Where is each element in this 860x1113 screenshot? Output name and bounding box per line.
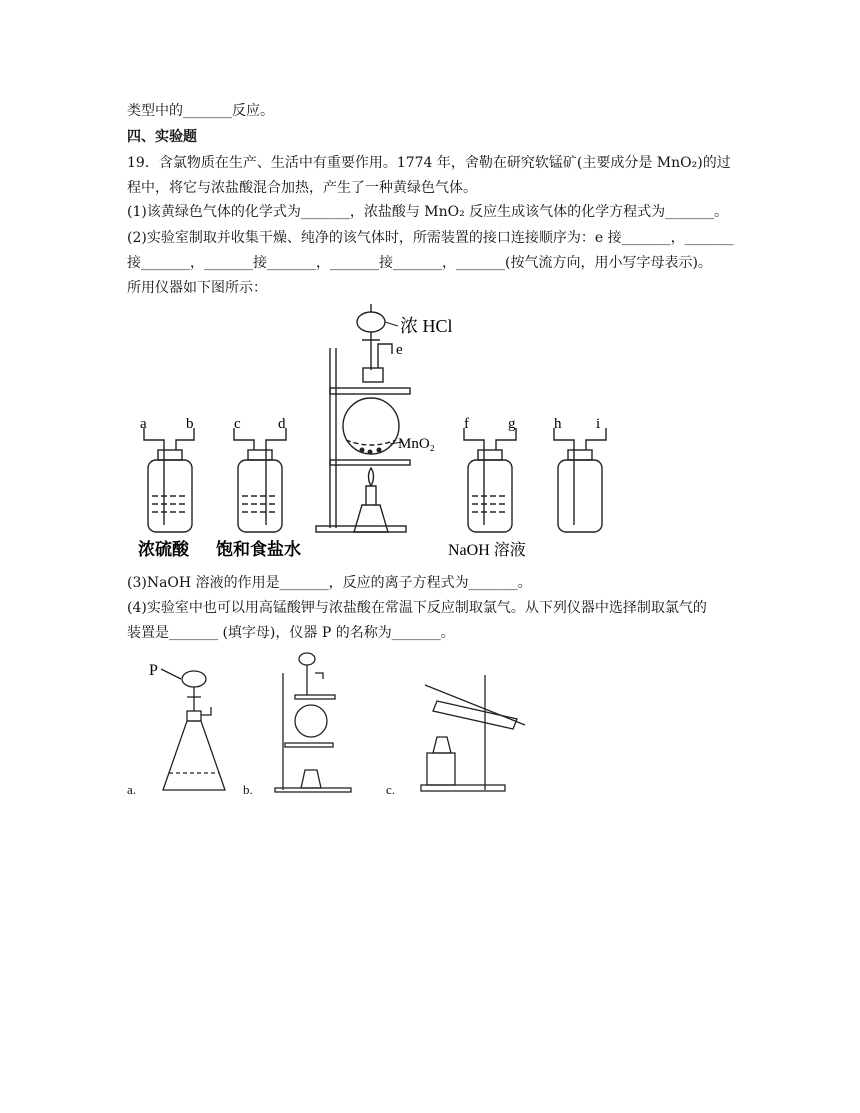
question-19-part-3: (3)NaOH 溶液的作用是_______，反应的离子方程式为_______。	[127, 575, 532, 591]
question-19-part-2-cont: 接_______，_______接_______，_______接_______，_______(按气流方向，用小写字母表示)。	[127, 255, 712, 271]
apparatus-figure	[130, 300, 610, 562]
question-19-intro: 19．含氯物质在生产、生活中有重要作用。1774 年，舍勒在研究软锰矿(主要成分是 MnO₂)的过	[127, 155, 731, 171]
port-a-label: a	[140, 416, 147, 432]
generator-apparatus	[316, 304, 410, 532]
hcl-label: 浓 HCl	[400, 316, 453, 336]
option-b-apparatus	[275, 653, 351, 792]
port-b-label: b	[186, 416, 194, 432]
bottle-empty-collector	[554, 428, 606, 532]
section-heading: 四、实验题	[127, 129, 197, 145]
caption-naoh: NaOH 溶液	[448, 542, 526, 559]
option-a-label: a.	[127, 782, 137, 797]
port-e-label: e	[396, 342, 403, 358]
option-a-apparatus	[161, 669, 225, 790]
port-h-label: h	[554, 416, 562, 432]
port-c-label: c	[234, 416, 241, 432]
option-c-label: c.	[386, 782, 396, 797]
port-g-label: g	[508, 416, 516, 432]
port-f-label: f	[464, 416, 469, 432]
option-b-label: b.	[243, 782, 253, 797]
question-19-part-4: (4)实验室中也可以用高锰酸钾与浓盐酸在常温下反应制取氯气。从下列仪器中选择制取氯气的	[127, 600, 707, 616]
figure-intro: 所用仪器如下图所示：	[127, 280, 267, 296]
question-19-part-4-cont: 装置是_______ (填字母)，仪器 P 的名称为_______。	[127, 625, 455, 641]
bottle-conc-sulfuric	[144, 428, 194, 532]
text-line-1: 类型中的_______反应。	[127, 103, 274, 119]
question-19-intro-cont: 程中，将它与浓盐酸混合加热，产生了一种黄绿色气体。	[127, 180, 477, 196]
question-19-part-2: (2)实验室制取并收集干燥、纯净的该气体时，所需装置的接口连接顺序为：e 接_______，_______	[127, 230, 734, 246]
port-i-label: i	[596, 416, 601, 432]
options-figure	[125, 645, 545, 800]
mno2-label: MnO₂	[398, 436, 435, 452]
port-d-label: d	[278, 416, 286, 432]
label-p: P	[149, 662, 158, 679]
option-c-apparatus	[421, 675, 525, 791]
bottle-saturated-brine	[234, 428, 286, 532]
bottle-naoh	[464, 428, 516, 532]
caption-conc-sulfuric: 浓硫酸	[138, 540, 189, 559]
caption-saturated-brine: 饱和食盐水	[216, 540, 301, 559]
question-19-part-1: (1)该黄绿色气体的化学式为_______，浓盐酸与 MnO₂ 反应生成该气体的化学方程式为_______。	[127, 204, 729, 220]
